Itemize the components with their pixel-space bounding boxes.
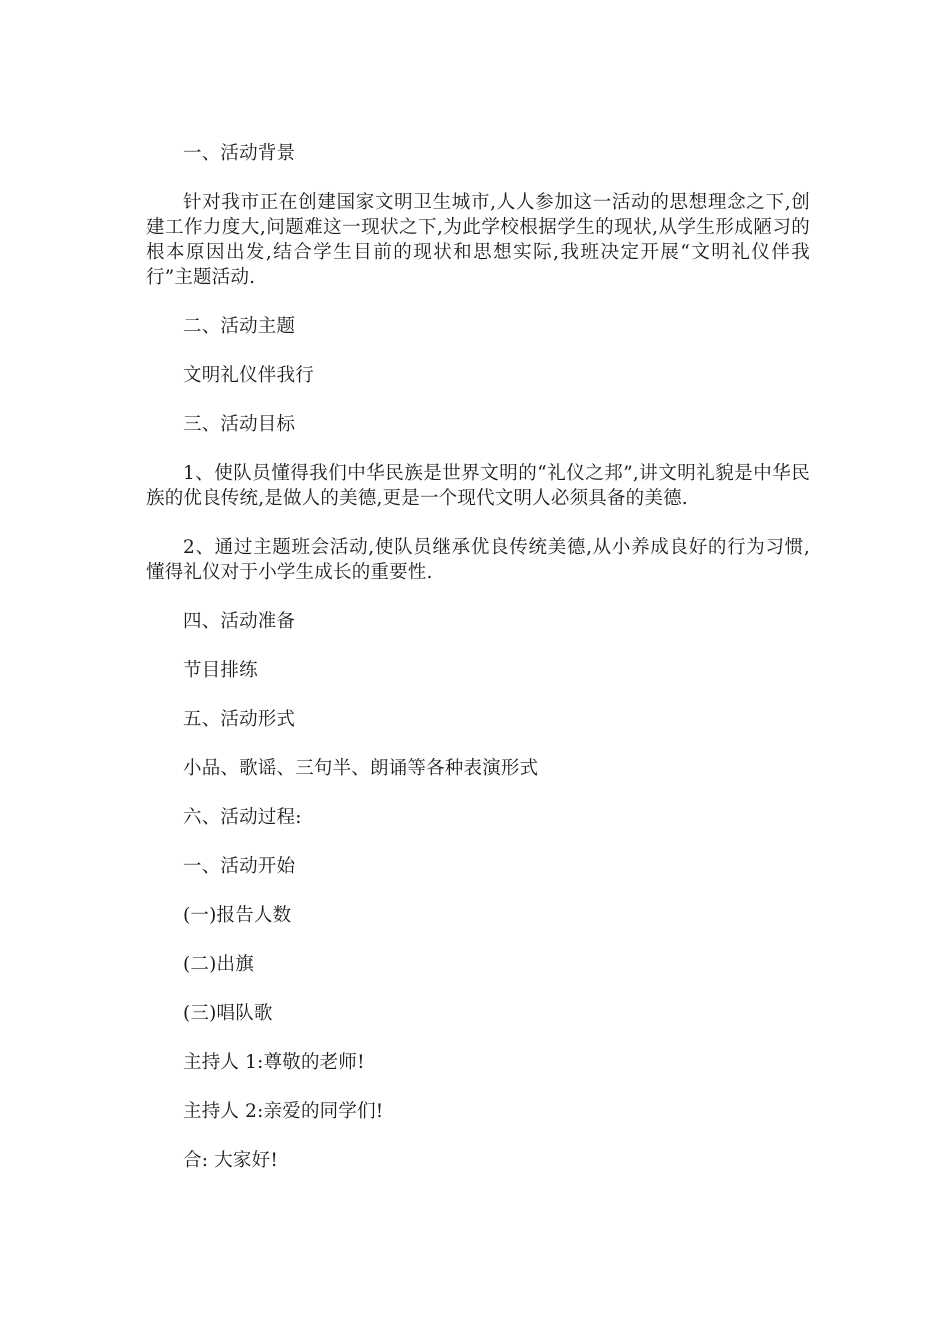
paragraph-background: 针对我市正在创建国家文明卫生城市,人人参加这一活动的思想理念之下,创建工作力度大,问题难这一现状之下,为此学校根据学生的现状,从学生形成陋习的根本原因出发,结合学生目前的现状和思想实际,我班决定开展“文明礼仪伴我行”主题活动.: [146, 192, 810, 288]
heading-process: 六、活动过程:: [183, 807, 302, 828]
paragraph-goal-2: 2、通过主题班会活动,使队员继承优良传统美德,从小养成良好的行为习惯,懂得礼仪对于小学生成长的重要性.: [146, 537, 810, 583]
heading-preparation: 四、活动准备: [183, 611, 296, 632]
heading-activity-start: 一、活动开始: [183, 856, 296, 877]
list-item-flag: (二)出旗: [183, 954, 254, 975]
paragraph-theme: 文明礼仪伴我行: [183, 365, 314, 386]
list-item-song: (三)唱队歌: [183, 1003, 273, 1024]
list-item-report: (一)报告人数: [183, 905, 292, 926]
paragraph-goal-1: 1、使队员懂得我们中华民族是世界文明的“礼仪之邦”,讲文明礼貌是中华民族的优良传统,是做人的美德,更是一个现代文明人必须具备的美德.: [146, 463, 810, 509]
host-2-line: 主持人 2:亲爱的同学们!: [183, 1101, 384, 1122]
together-line: 合: 大家好!: [183, 1150, 278, 1171]
document-body: [146, 141, 810, 1173]
heading-format: 五、活动形式: [183, 709, 296, 730]
host-1-line: 主持人 1:尊敬的老师!: [183, 1052, 365, 1073]
paragraph-preparation: 节目排练: [183, 660, 258, 681]
heading-background: 一、活动背景: [183, 143, 296, 164]
paragraph-format: 小品、歌谣、三句半、朗诵等各种表演形式: [183, 758, 539, 779]
heading-goals: 三、活动目标: [183, 414, 296, 435]
heading-theme: 二、活动主题: [183, 316, 296, 337]
